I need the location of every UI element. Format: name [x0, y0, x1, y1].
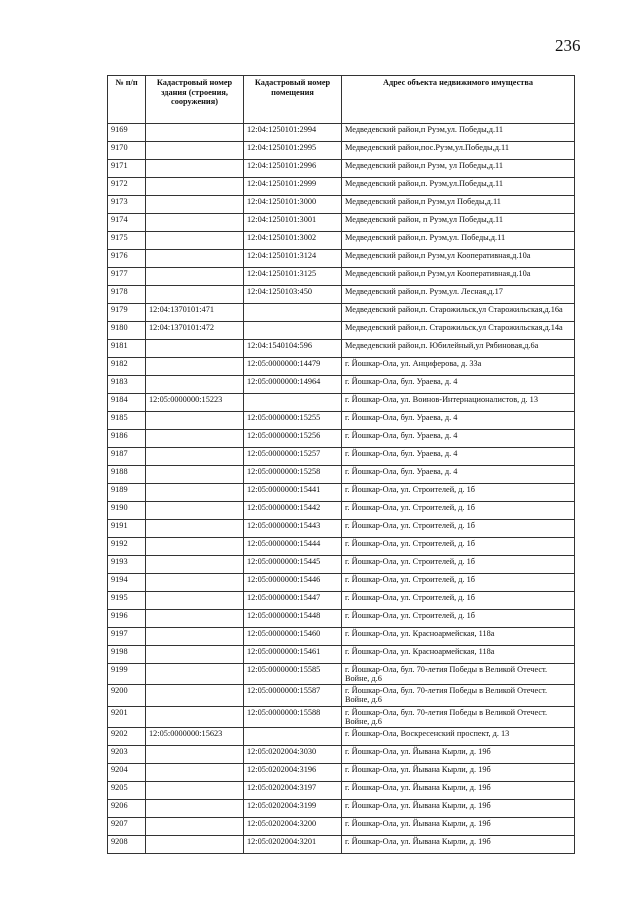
- table-row: [108, 782, 575, 800]
- building-cadastral-cell: [146, 764, 244, 782]
- row-number: 9205: [108, 782, 146, 800]
- building-cadastral-cell: [146, 836, 244, 854]
- table-row: [108, 250, 575, 268]
- table-row: [108, 142, 575, 160]
- room-cadastral-cell: 12:05:0000000:15443: [244, 520, 342, 538]
- room-cadastral-cell: 12:05:0000000:15257: [244, 448, 342, 466]
- building-cadastral-cell: [146, 818, 244, 836]
- table-row: [108, 520, 575, 538]
- building-cadastral-cell: [146, 610, 244, 628]
- row-number: 9173: [108, 196, 146, 214]
- room-cadastral-cell: [244, 304, 342, 322]
- building-cadastral-cell: [146, 196, 244, 214]
- address-cell: г. Йошкар-Ола, ул. Йывана Кырли, д. 19б: [342, 764, 575, 782]
- row-number: 9193: [108, 556, 146, 574]
- building-cadastral-cell: [146, 502, 244, 520]
- address-cell: г. Йошкар-Ола, ул. Строителей, д. 1б: [342, 538, 575, 556]
- building-cadastral-cell: [146, 646, 244, 664]
- room-cadastral-cell: [244, 728, 342, 746]
- row-number: 9170: [108, 142, 146, 160]
- table-row: [108, 746, 575, 764]
- row-number: 9203: [108, 746, 146, 764]
- table-row: [108, 268, 575, 286]
- row-number: 9177: [108, 268, 146, 286]
- header-address: Адрес объекта недвижимого имущества: [342, 76, 575, 124]
- row-number: 9200: [108, 685, 146, 706]
- address-cell: г. Йошкар-Ола, ул. Воинов-Интернационалистов, д. 13: [342, 394, 575, 412]
- address-cell: г. Йошкар-Ола, ул. Красноармейская, 118а: [342, 628, 575, 646]
- room-cadastral-cell: 12:05:0000000:15444: [244, 538, 342, 556]
- building-cadastral-cell: [146, 268, 244, 286]
- address-cell: Медведевский район,п Руэм, ул Победы,д.11: [342, 160, 575, 178]
- table-row: [108, 610, 575, 628]
- building-cadastral-cell: [146, 782, 244, 800]
- room-cadastral-cell: 12:04:1250101:2996: [244, 160, 342, 178]
- table-row: [108, 728, 575, 746]
- building-cadastral-cell: [146, 340, 244, 358]
- room-cadastral-cell: 12:04:1250101:2995: [244, 142, 342, 160]
- table-row: [108, 412, 575, 430]
- table-row: [108, 214, 575, 232]
- table-row: [108, 764, 575, 782]
- building-cadastral-cell: [146, 214, 244, 232]
- header-building-cadastral: Кадастровый номер здания (строения, сооружения): [146, 76, 244, 124]
- room-cadastral-cell: 12:04:1540104:596: [244, 340, 342, 358]
- address-cell: г. Йошкар-Ола, ул. Йывана Кырли, д. 19б: [342, 818, 575, 836]
- row-number: 9192: [108, 538, 146, 556]
- building-cadastral-cell: [146, 124, 244, 142]
- address-cell: г. Йошкар-Ола, ул. Йывана Кырли, д. 19б: [342, 782, 575, 800]
- address-cell: г. Йошкар-Ола, ул. Анциферова, д. 33а: [342, 358, 575, 376]
- address-cell: г. Йошкар-Ола, бул. Ураева, д. 4: [342, 448, 575, 466]
- row-number: 9183: [108, 376, 146, 394]
- table-row: [108, 800, 575, 818]
- room-cadastral-cell: 12:05:0202004:3200: [244, 818, 342, 836]
- room-cadastral-cell: 12:04:1250103:450: [244, 286, 342, 304]
- row-number: 9174: [108, 214, 146, 232]
- building-cadastral-cell: [146, 358, 244, 376]
- building-cadastral-cell: [146, 538, 244, 556]
- row-number: 9176: [108, 250, 146, 268]
- room-cadastral-cell: [244, 322, 342, 340]
- building-cadastral-cell: [146, 142, 244, 160]
- row-number: 9196: [108, 610, 146, 628]
- table-row: [108, 124, 575, 142]
- address-cell: Медведевский район,п Руэм,ул Кооперативная,д.10а: [342, 250, 575, 268]
- address-cell: Медведевский район,пос.Руэм,ул.Победы,д.11: [342, 142, 575, 160]
- room-cadastral-cell: 12:05:0000000:15587: [244, 685, 342, 706]
- row-number: 9195: [108, 592, 146, 610]
- table-row: [108, 592, 575, 610]
- row-number: 9172: [108, 178, 146, 196]
- table-row: [108, 484, 575, 502]
- address-cell: г. Йошкар-Ола, бул. 70-летия Победы в Великой Отечест. Войне, д.6: [342, 685, 575, 706]
- address-cell: Медведевский район,п Руэм,ул Победы,д.11: [342, 196, 575, 214]
- table-body: [108, 124, 575, 854]
- building-cadastral-cell: [146, 376, 244, 394]
- building-cadastral-cell: [146, 520, 244, 538]
- building-cadastral-cell: [146, 250, 244, 268]
- address-cell: г. Йошкар-Ола, ул. Йывана Кырли, д. 19б: [342, 836, 575, 854]
- address-cell: Медведевский район,п. Руэм,ул. Лесная,д.17: [342, 286, 575, 304]
- building-cadastral-cell: [146, 556, 244, 574]
- room-cadastral-cell: 12:05:0000000:15448: [244, 610, 342, 628]
- table-row: [108, 818, 575, 836]
- building-cadastral-cell: [146, 466, 244, 484]
- building-cadastral-cell: [146, 232, 244, 250]
- table-row: [108, 178, 575, 196]
- table-row: [108, 706, 575, 727]
- row-number: 9208: [108, 836, 146, 854]
- row-number: 9206: [108, 800, 146, 818]
- building-cadastral-cell: [146, 178, 244, 196]
- address-cell: г. Йошкар-Ола, ул. Строителей, д. 1б: [342, 484, 575, 502]
- room-cadastral-cell: 12:05:0202004:3030: [244, 746, 342, 764]
- table-row: [108, 358, 575, 376]
- address-cell: г. Йошкар-Ола, бул. 70-летия Победы в Великой Отечест. Войне, д.6: [342, 664, 575, 685]
- room-cadastral-cell: 12:05:0000000:15588: [244, 706, 342, 727]
- table-row: [108, 448, 575, 466]
- address-cell: г. Йошкар-Ола, ул. Строителей, д. 1б: [342, 592, 575, 610]
- address-cell: Медведевский район,п. Юбилейный,ул Рябиновая,д.6а: [342, 340, 575, 358]
- room-cadastral-cell: 12:05:0000000:15255: [244, 412, 342, 430]
- building-cadastral-cell: 12:04:1370101:471: [146, 304, 244, 322]
- table-row: [108, 232, 575, 250]
- room-cadastral-cell: 12:05:0202004:3197: [244, 782, 342, 800]
- address-cell: г. Йошкар-Ола, ул. Строителей, д. 1б: [342, 610, 575, 628]
- room-cadastral-cell: [244, 394, 342, 412]
- building-cadastral-cell: [146, 484, 244, 502]
- row-number: 9207: [108, 818, 146, 836]
- room-cadastral-cell: 12:04:1250101:3001: [244, 214, 342, 232]
- address-cell: Медведевский район, п Руэм,ул Победы,д.11: [342, 214, 575, 232]
- row-number: 9182: [108, 358, 146, 376]
- table-row: [108, 466, 575, 484]
- address-cell: Медведевский район,п Руэм,ул Кооперативная,д.10а: [342, 268, 575, 286]
- room-cadastral-cell: 12:05:0000000:15585: [244, 664, 342, 685]
- address-cell: г. Йошкар-Ола, ул. Строителей, д. 1б: [342, 502, 575, 520]
- address-cell: г. Йошкар-Ола, ул. Строителей, д. 1б: [342, 574, 575, 592]
- row-number: 9202: [108, 728, 146, 746]
- building-cadastral-cell: 12:05:0000000:15623: [146, 728, 244, 746]
- row-number: 9185: [108, 412, 146, 430]
- table-row: [108, 196, 575, 214]
- table-row: [108, 646, 575, 664]
- building-cadastral-cell: [146, 685, 244, 706]
- building-cadastral-cell: [146, 592, 244, 610]
- room-cadastral-cell: 12:04:1250101:3002: [244, 232, 342, 250]
- address-cell: г. Йошкар-Ола, ул. Красноармейская, 118а: [342, 646, 575, 664]
- address-cell: г. Йошкар-Ола, бул. Ураева, д. 4: [342, 430, 575, 448]
- page-number: 236: [555, 36, 581, 55]
- row-number: 9189: [108, 484, 146, 502]
- building-cadastral-cell: [146, 746, 244, 764]
- address-cell: г. Йошкар-Ола, ул. Йывана Кырли, д. 19б: [342, 800, 575, 818]
- room-cadastral-cell: 12:05:0000000:15442: [244, 502, 342, 520]
- address-cell: г. Йошкар-Ола, ул. Строителей, д. 1б: [342, 556, 575, 574]
- building-cadastral-cell: 12:04:1370101:472: [146, 322, 244, 340]
- room-cadastral-cell: 12:05:0000000:15258: [244, 466, 342, 484]
- room-cadastral-cell: 12:05:0000000:15447: [244, 592, 342, 610]
- table-row: [108, 394, 575, 412]
- address-cell: Медведевский район,п. Старожильск,ул Старожильская,д.14а: [342, 322, 575, 340]
- address-cell: г. Йошкар-Ола, Воскресенский проспект, д. 13: [342, 728, 575, 746]
- table-row: [108, 685, 575, 706]
- address-cell: г. Йошкар-Ола, ул. Строителей, д. 1б: [342, 520, 575, 538]
- row-number: 9198: [108, 646, 146, 664]
- address-cell: Медведевский район,п. Старожильск,ул Старожильская,д.16а: [342, 304, 575, 322]
- address-cell: Медведевский район,п. Руэм,ул.Победы,д.11: [342, 178, 575, 196]
- room-cadastral-cell: 12:04:1250101:3124: [244, 250, 342, 268]
- table-row: [108, 340, 575, 358]
- row-number: 9178: [108, 286, 146, 304]
- building-cadastral-cell: [146, 430, 244, 448]
- room-cadastral-cell: 12:05:0000000:14964: [244, 376, 342, 394]
- row-number: 9175: [108, 232, 146, 250]
- row-number: 9188: [108, 466, 146, 484]
- table-row: [108, 574, 575, 592]
- row-number: 9171: [108, 160, 146, 178]
- table-row: [108, 322, 575, 340]
- building-cadastral-cell: [146, 706, 244, 727]
- row-number: 9204: [108, 764, 146, 782]
- table-row: [108, 376, 575, 394]
- building-cadastral-cell: [146, 412, 244, 430]
- address-cell: г. Йошкар-Ола, ул. Йывана Кырли, д. 19б: [342, 746, 575, 764]
- room-cadastral-cell: 12:05:0202004:3196: [244, 764, 342, 782]
- room-cadastral-cell: 12:04:1250101:2994: [244, 124, 342, 142]
- room-cadastral-cell: 12:05:0000000:15256: [244, 430, 342, 448]
- table-row: [108, 664, 575, 685]
- row-number: 9179: [108, 304, 146, 322]
- building-cadastral-cell: 12:05:0000000:15223: [146, 394, 244, 412]
- building-cadastral-cell: [146, 160, 244, 178]
- header-number: № п/п: [108, 76, 146, 124]
- row-number: 9180: [108, 322, 146, 340]
- header-room-cadastral: Кадастровый номер помещения: [244, 76, 342, 124]
- room-cadastral-cell: 12:05:0202004:3201: [244, 836, 342, 854]
- table-row: [108, 502, 575, 520]
- row-number: 9169: [108, 124, 146, 142]
- room-cadastral-cell: 12:05:0000000:15460: [244, 628, 342, 646]
- room-cadastral-cell: 12:05:0000000:15446: [244, 574, 342, 592]
- building-cadastral-cell: [146, 286, 244, 304]
- room-cadastral-cell: 12:04:1250101:2999: [244, 178, 342, 196]
- address-cell: Медведевский район,п. Руэм,ул. Победы,д.11: [342, 232, 575, 250]
- table-row: [108, 160, 575, 178]
- building-cadastral-cell: [146, 448, 244, 466]
- row-number: 9201: [108, 706, 146, 727]
- address-cell: Медведевский район,п Руэм,ул. Победы,д.11: [342, 124, 575, 142]
- address-cell: г. Йошкар-Ола, бул. Ураева, д. 4: [342, 412, 575, 430]
- row-number: 9194: [108, 574, 146, 592]
- row-number: 9190: [108, 502, 146, 520]
- room-cadastral-cell: 12:05:0000000:15461: [244, 646, 342, 664]
- table-row: [108, 628, 575, 646]
- table-row: [108, 286, 575, 304]
- table-row: [108, 836, 575, 854]
- property-table: [107, 75, 575, 854]
- room-cadastral-cell: 12:05:0202004:3199: [244, 800, 342, 818]
- building-cadastral-cell: [146, 664, 244, 685]
- row-number: 9184: [108, 394, 146, 412]
- address-cell: г. Йошкар-Ола, бул. 70-летия Победы в Великой Отечест. Войне, д.6: [342, 706, 575, 727]
- address-cell: г. Йошкар-Ола, бул. Ураева, д. 4: [342, 376, 575, 394]
- room-cadastral-cell: 12:04:1250101:3125: [244, 268, 342, 286]
- table-row: [108, 430, 575, 448]
- table-row: [108, 304, 575, 322]
- row-number: 9187: [108, 448, 146, 466]
- row-number: 9197: [108, 628, 146, 646]
- row-number: 9191: [108, 520, 146, 538]
- row-number: 9181: [108, 340, 146, 358]
- room-cadastral-cell: 12:05:0000000:14479: [244, 358, 342, 376]
- row-number: 9186: [108, 430, 146, 448]
- room-cadastral-cell: 12:05:0000000:15441: [244, 484, 342, 502]
- address-cell: г. Йошкар-Ола, бул. Ураева, д. 4: [342, 466, 575, 484]
- room-cadastral-cell: 12:05:0000000:15445: [244, 556, 342, 574]
- table-row: [108, 556, 575, 574]
- building-cadastral-cell: [146, 800, 244, 818]
- building-cadastral-cell: [146, 628, 244, 646]
- table-row: [108, 538, 575, 556]
- room-cadastral-cell: 12:04:1250101:3000: [244, 196, 342, 214]
- row-number: 9199: [108, 664, 146, 685]
- header-row: [108, 76, 575, 124]
- building-cadastral-cell: [146, 574, 244, 592]
